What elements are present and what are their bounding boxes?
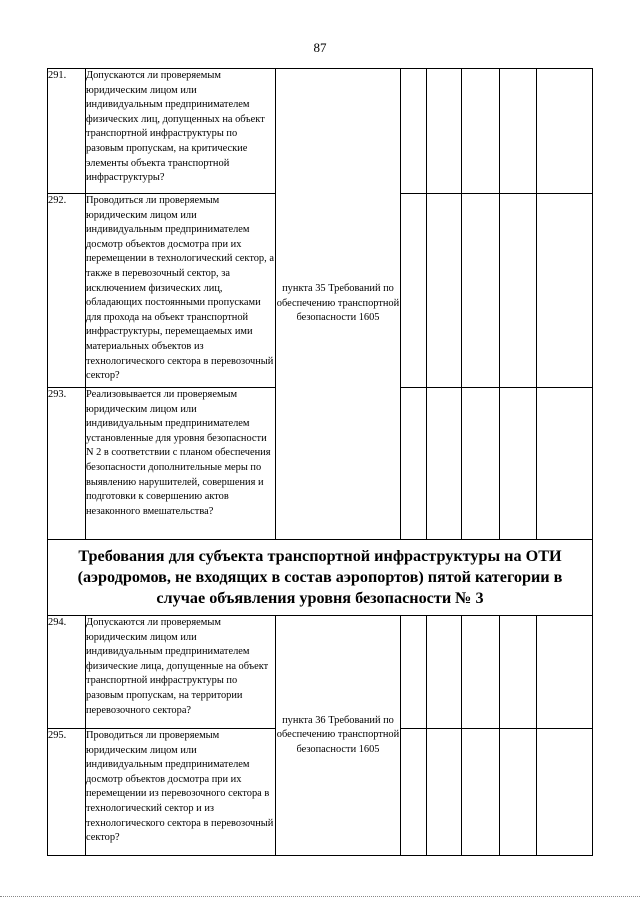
question-text: Допускаются ли проверяемым юридическим лицом или индивидуальным предпринимателем физические лица, допущенные на объект транспортной инфраструктуры по разовым пропускам, на территории перевозочного сектора? <box>86 616 276 729</box>
answer-cell <box>401 388 427 540</box>
question-text: Проводиться ли проверяемым юридическим лицом или индивидуальным предпринимателем досмотр объектов досмотра при их перемещении из перевозочного сектора в технологический сектор и из технологического сектора в перевозочный сектор? <box>86 729 276 856</box>
answer-cell <box>462 616 500 729</box>
answer-cell <box>401 729 427 856</box>
row-number: 291. <box>48 69 86 194</box>
scan-edge-divider <box>0 896 640 897</box>
answer-cell <box>500 388 537 540</box>
question-text: Допускаются ли проверяемым юридическим лицом или индивидуальным предпринимателем физических лиц, допущенных на объект транспортной инфраструктуры по разовым пропускам, на критические элементы объекта транспортной инфраструктуры? <box>86 69 276 194</box>
answer-cell <box>401 616 427 729</box>
answer-cell <box>500 69 537 194</box>
answer-cell <box>500 616 537 729</box>
answer-cell <box>537 616 593 729</box>
answer-cell <box>427 729 462 856</box>
row-number: 292. <box>48 194 86 388</box>
row-number: 293. <box>48 388 86 540</box>
section-row <box>48 540 593 616</box>
table-row <box>48 616 593 729</box>
answer-cell <box>462 388 500 540</box>
page-number: 87 <box>313 40 327 55</box>
answer-cell <box>462 729 500 856</box>
answer-cell <box>537 194 593 388</box>
answer-cell <box>401 69 427 194</box>
answer-cell <box>462 69 500 194</box>
answer-cell <box>427 388 462 540</box>
answer-cell <box>427 69 462 194</box>
section-heading: Требования для субъекта транспортной инфраструктуры на ОТИ (аэродромов, не входящих в состав аэропортов) пятой категории в случае объявления уровня безопасности № 3 <box>48 540 593 616</box>
requirement-reference: пункта 35 Требований по обеспечению транспортной безопасности 1605 <box>276 69 401 540</box>
answer-cell <box>500 729 537 856</box>
answer-cell <box>537 69 593 194</box>
row-number: 294. <box>48 616 86 729</box>
answer-cell <box>427 194 462 388</box>
row-number: 295. <box>48 729 86 856</box>
answer-cell <box>427 616 462 729</box>
answer-cell <box>537 729 593 856</box>
answer-cell <box>462 194 500 388</box>
answer-cell <box>537 388 593 540</box>
answer-cell <box>500 194 537 388</box>
question-text: Проводиться ли проверяемым юридическим лицом или индивидуальным предпринимателем досмотр объектов досмотра при их перемещении в технологический сектор, а также в перевозочный сектор, за исключением физических лиц, обладающих постоянными пропусками для прохода на объект транспортной инфраструктуры, перемещаемых ими материальных объектов из технологического сектора в перевозочный сектор? <box>86 194 276 388</box>
answer-cell <box>401 194 427 388</box>
requirement-reference: пункта 36 Требований по обеспечению транспортной безопасности 1605 <box>276 616 401 856</box>
table-row <box>48 69 593 194</box>
question-text: Реализовывается ли проверяемым юридическим лицом или индивидуальным предпринимателем установленные для уровня безопасности N 2 в соответствии с планом обеспечения безопасности дополнительные меры по выявлению нарушителей, совершения и подготовки к совершению актов незаконного вмешательства? <box>86 388 276 540</box>
checklist-table <box>47 68 593 856</box>
